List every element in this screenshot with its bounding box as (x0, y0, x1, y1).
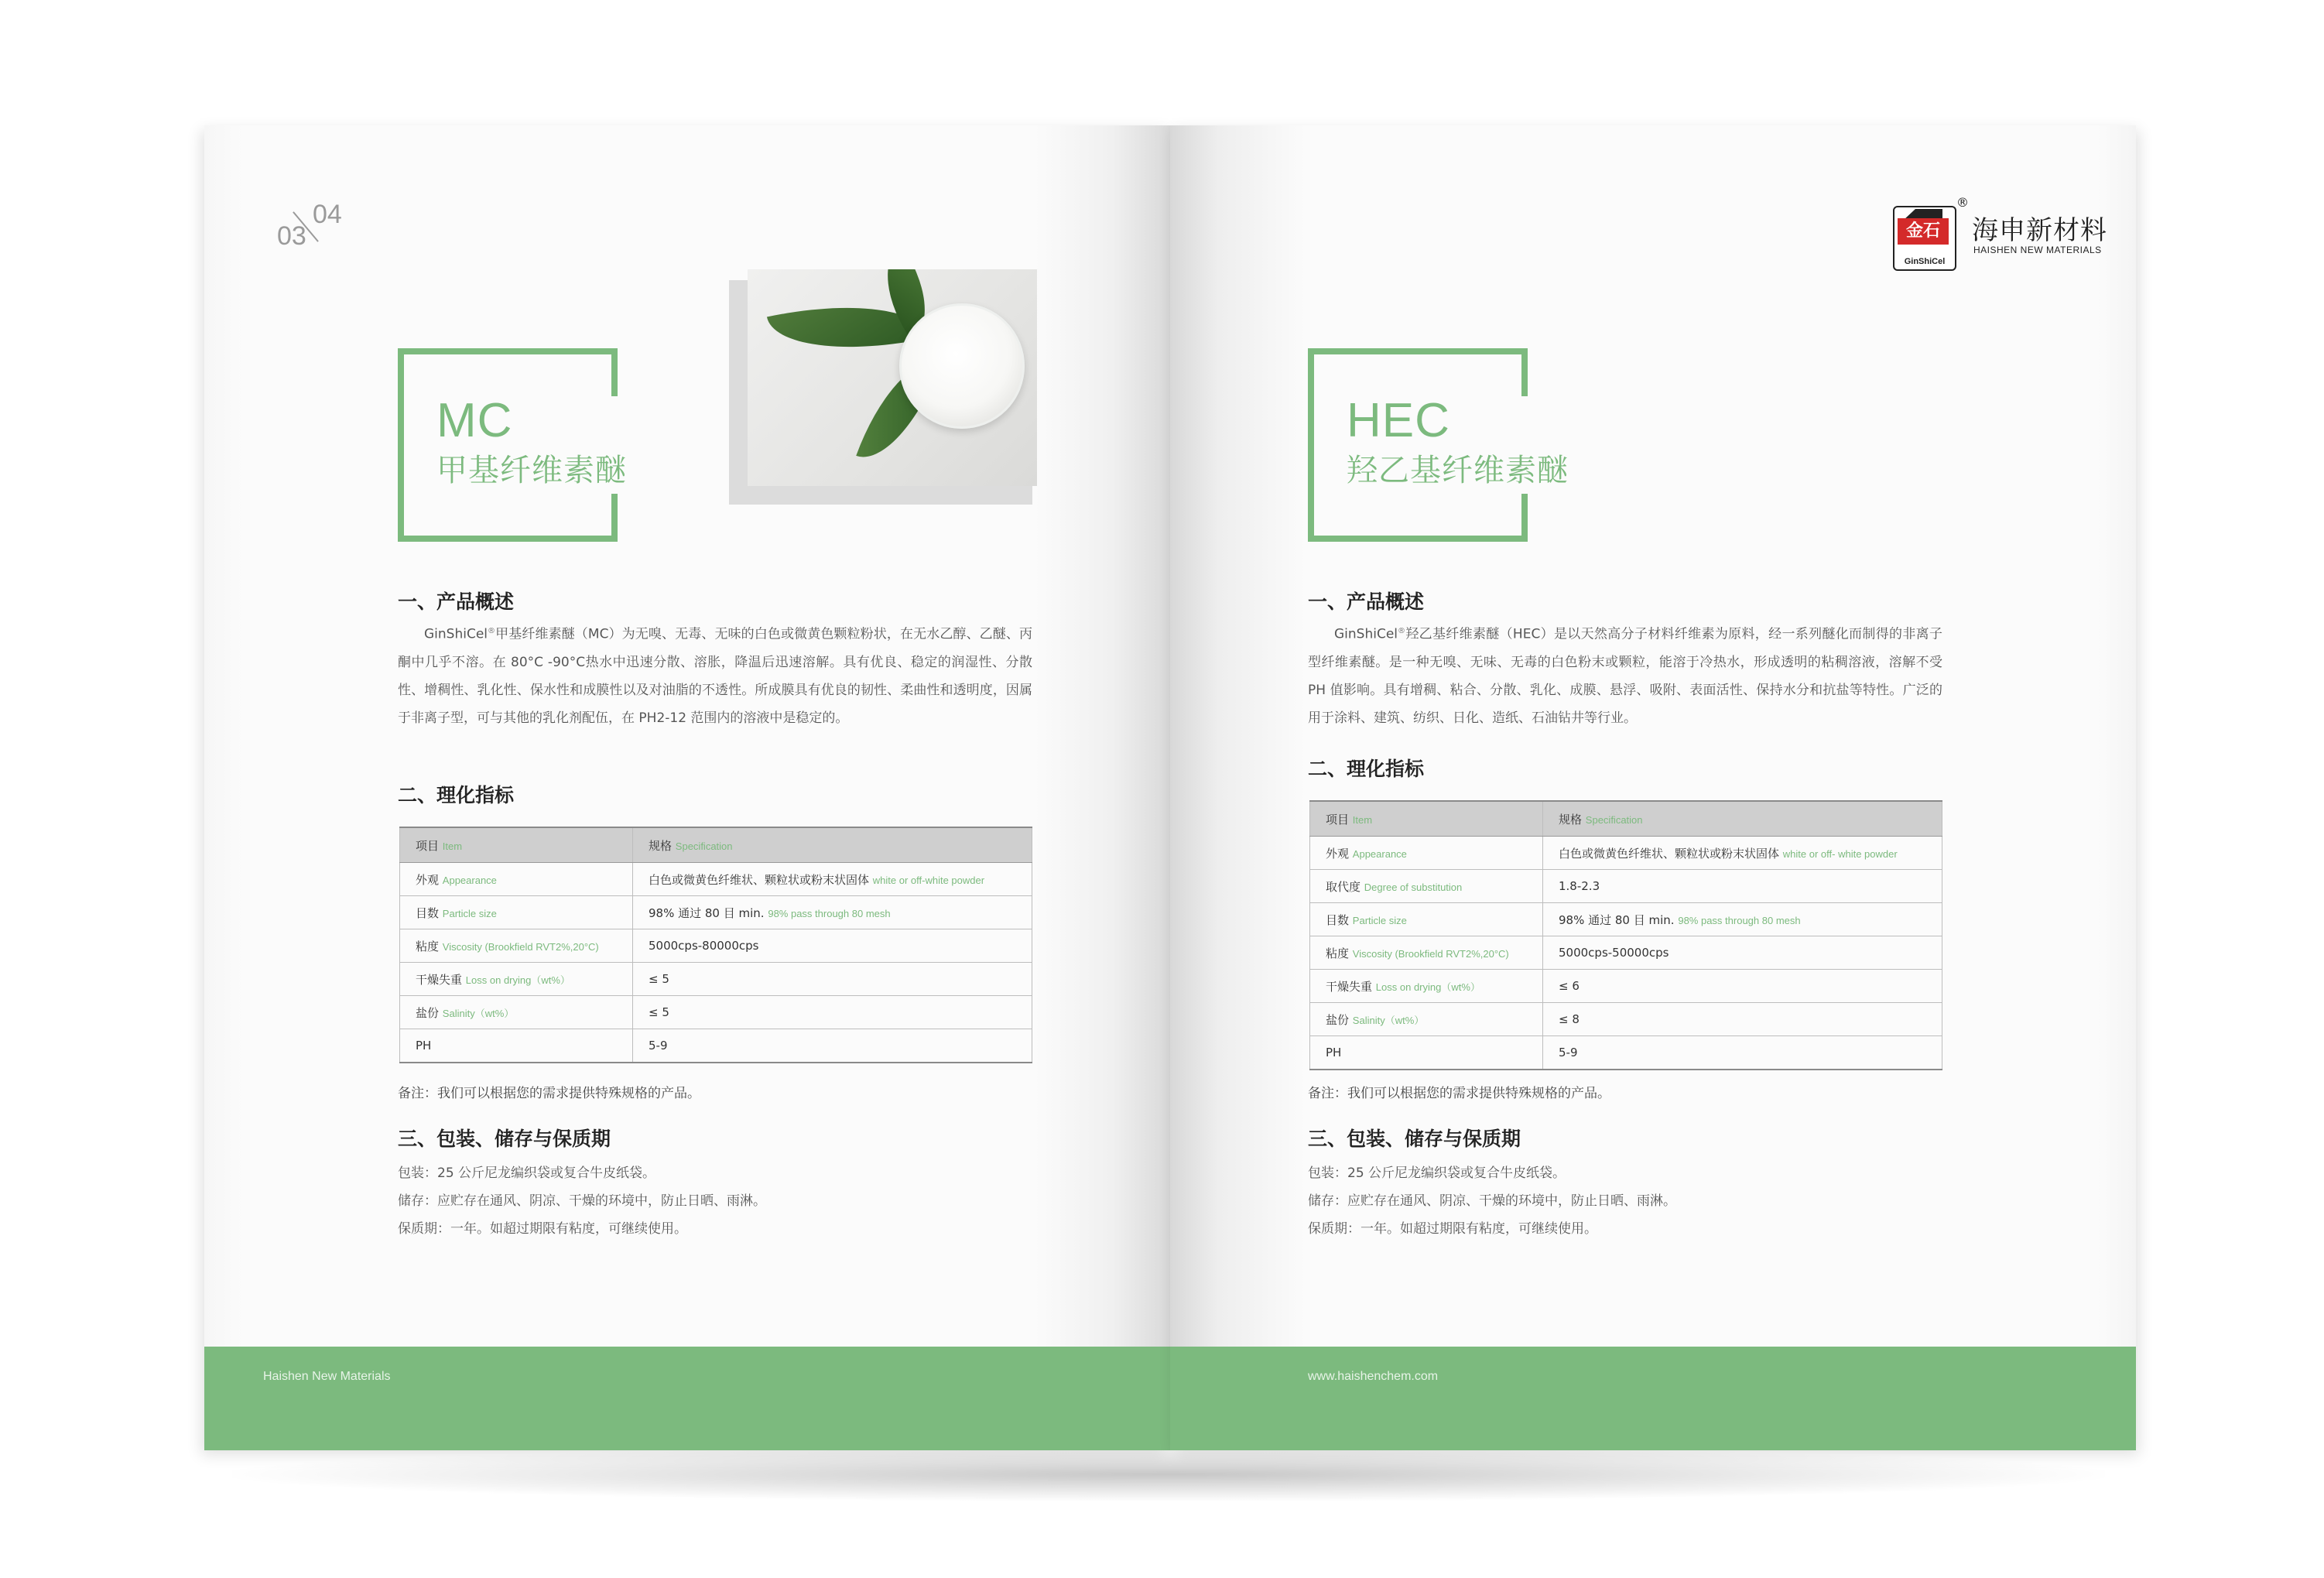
logo-company-en: HAISHEN NEW MATERIALS (1973, 245, 2102, 255)
table-row (400, 996, 1032, 1029)
table-cell-spec: 白色或微黄色纤维状、颗粒状或粉末状固体 white or off- white powder (1543, 837, 1942, 870)
table-cell-item: 目数 Particle size (400, 896, 633, 929)
spec-heading: 二、理化指标 (1308, 758, 1425, 780)
table-row (400, 896, 1032, 929)
table-cell-spec: 5-9 (1543, 1036, 1942, 1070)
table-cell-item: 外观 Appearance (1310, 837, 1543, 870)
table-cell-item: 目数 Particle size (1310, 903, 1543, 936)
shelf-life-line: 保质期：一年。如超过期限有粘度，可继续使用。 (398, 1221, 687, 1237)
logo-registered-mark: ® (1956, 195, 1969, 210)
footer-band (1170, 1347, 2136, 1450)
table-row (1310, 903, 1942, 936)
table-cell-spec: 1.8-2.3 (1543, 870, 1942, 903)
spec-heading: 二、理化指标 (398, 784, 515, 806)
table-cell-spec: 5000cps-80000cps (633, 929, 1032, 963)
logo-badge-sub: GinShiCel (1904, 257, 1946, 266)
table-row (1310, 1003, 1942, 1036)
overview-paragraph (398, 618, 1032, 732)
table-cell-item: 粘度 Viscosity (Brookfield RVT2%,20°C) (400, 929, 633, 963)
table-header-item: 项目 Item (1310, 801, 1543, 837)
table-cell-item: 取代度 Degree of substitution (1310, 870, 1543, 903)
page-number-right: 04 (313, 200, 342, 229)
overview-text: 羟乙基纤维素醚（HEC）是以天然高分子材料纤维素为原料，经一系列醚化而制得的非离子型纤维素醚。是一种无嗅、无味、无毒的白色粉末或颗粒，能溶于冷热水，形成透明的粘稠溶液，溶解不受 PH 值影响。具有增稠、粘合、分散、乳化、成膜、悬浮、吸附、表面活性、保持水分和抗盐等特性。广泛的用于涂料、建筑、纺织、日化、造纸、石油钻井等行业。 (1308, 626, 1942, 726)
table-cell-item: 干燥失重 Loss on drying（wt%） (400, 963, 633, 996)
overview-heading: 一、产品概述 (398, 590, 515, 613)
storage-line: 储存：应贮存在通风、阴凉、干燥的环境中，防止日晒、雨淋。 (398, 1193, 766, 1209)
table-cell-item: PH (1310, 1036, 1543, 1070)
table-cell-spec: ≤ 6 (1543, 970, 1942, 1003)
shelf-life-line: 保质期：一年。如超过期限有粘度，可继续使用。 (1308, 1221, 1597, 1237)
footer-company: Haishen New Materials (263, 1370, 391, 1383)
table-cell-spec: 5000cps-50000cps (1543, 936, 1942, 970)
right-page (1170, 125, 2136, 1450)
footer-website: www.haishenchem.com (1308, 1370, 1439, 1383)
logo-badge-text: 金石 (1898, 218, 1949, 245)
table-row (1310, 936, 1942, 970)
page-number (277, 200, 354, 254)
packaging-lines (398, 1159, 766, 1243)
table-cell-spec: ≤ 8 (1543, 1003, 1942, 1036)
table-cell-spec: 98% 通过 80 目 min. 98% pass through 80 mesh (1543, 903, 1942, 936)
table-cell-item: 干燥失重 Loss on drying（wt%） (1310, 970, 1543, 1003)
brochure-shadow (232, 1447, 2105, 1501)
footer-band (204, 1347, 1170, 1450)
leaf-dish-photo (748, 269, 1037, 486)
table-cell-spec: ≤ 5 (633, 996, 1032, 1029)
spec-table (399, 827, 1032, 1063)
page-number-left: 03 (277, 221, 306, 251)
storage-line: 储存：应贮存在通风、阴凉、干燥的环境中，防止日晒、雨淋。 (1308, 1193, 1676, 1209)
table-header-spec: 规格 Specification (633, 827, 1032, 863)
overview-heading: 一、产品概述 (1308, 590, 1425, 613)
table-note: 备注：我们可以根据您的需求提供特殊规格的产品。 (1308, 1086, 1610, 1101)
product-name-title: 羟乙基纤维素醚 (1347, 453, 1569, 488)
table-cell-item: 粘度 Viscosity (Brookfield RVT2%,20°C) (1310, 936, 1543, 970)
registered-mark: ® (488, 627, 496, 635)
logo-company-cn: 海申新材料 (1972, 215, 2107, 246)
product-code-title: MC (436, 394, 513, 447)
packaging-line: 包装：25 公斤尼龙编织袋或复合牛皮纸袋。 (398, 1166, 656, 1181)
table-row (1310, 1036, 1942, 1070)
table-header-spec: 规格 Specification (1543, 801, 1942, 837)
packaging-line: 包装：25 公斤尼龙编织袋或复合牛皮纸袋。 (1308, 1166, 1566, 1181)
registered-mark: ® (1398, 627, 1406, 635)
left-page (204, 125, 1170, 1450)
spec-table (1309, 800, 1942, 1070)
table-row (400, 863, 1032, 896)
table-cell-item: PH (400, 1029, 633, 1063)
table-row (400, 1029, 1032, 1063)
table-cell-spec: ≤ 5 (633, 963, 1032, 996)
brand-name: GinShiCel (424, 626, 488, 642)
table-cell-spec: 98% 通过 80 目 min. 98% pass through 80 mesh (633, 896, 1032, 929)
ginshicel-logo (1893, 197, 2125, 274)
table-header-row (400, 827, 1032, 863)
table-note: 备注：我们可以根据您的需求提供特殊规格的产品。 (398, 1086, 700, 1101)
table-row (1310, 970, 1942, 1003)
brand-name: GinShiCel (1334, 626, 1398, 642)
logo-badge-icon (1893, 206, 1956, 271)
table-cell-item: 盐份 Salinity（wt%） (1310, 1003, 1543, 1036)
table-header-row (1310, 801, 1942, 837)
table-cell-item: 盐份 Salinity（wt%） (400, 996, 633, 1029)
packaging-heading: 三、包装、储存与保质期 (1308, 1128, 1521, 1150)
table-row (1310, 870, 1942, 903)
table-cell-item: 外观 Appearance (400, 863, 633, 896)
table-row (1310, 837, 1942, 870)
product-name-title: 甲基纤维素醚 (436, 453, 627, 488)
overview-paragraph (1308, 618, 1942, 732)
table-header-item: 项目 Item (400, 827, 633, 863)
overview-text: 甲基纤维素醚（MC）为无嗅、无毒、无味的白色或微黄色颗粒粉状，在无水乙醇、乙醚、丙酮中几乎不溶。在 80°C -90°C热水中迅速分散、溶胀，降温后迅速溶解。具有优良、稳定的润湿性、分散性、增稠性、乳化性、保水性和成膜性以及对油脂的不透性。所成膜具有优良的韧性、柔曲性和透明度，因属于非离子型，可与其他的乳化剂配伍，在 PH2-12 范围内的溶液中是稳定的。 (398, 626, 1032, 726)
table-cell-spec: 5-9 (633, 1029, 1032, 1063)
product-code-title: HEC (1347, 394, 1450, 447)
table-row (400, 929, 1032, 963)
packaging-lines (1308, 1159, 1676, 1243)
powder-dish (899, 303, 1025, 429)
table-cell-spec: 白色或微黄色纤维状、颗粒状或粉末状固体 white or off-white powder (633, 863, 1032, 896)
packaging-heading: 三、包装、储存与保质期 (398, 1128, 611, 1150)
table-row (400, 963, 1032, 996)
